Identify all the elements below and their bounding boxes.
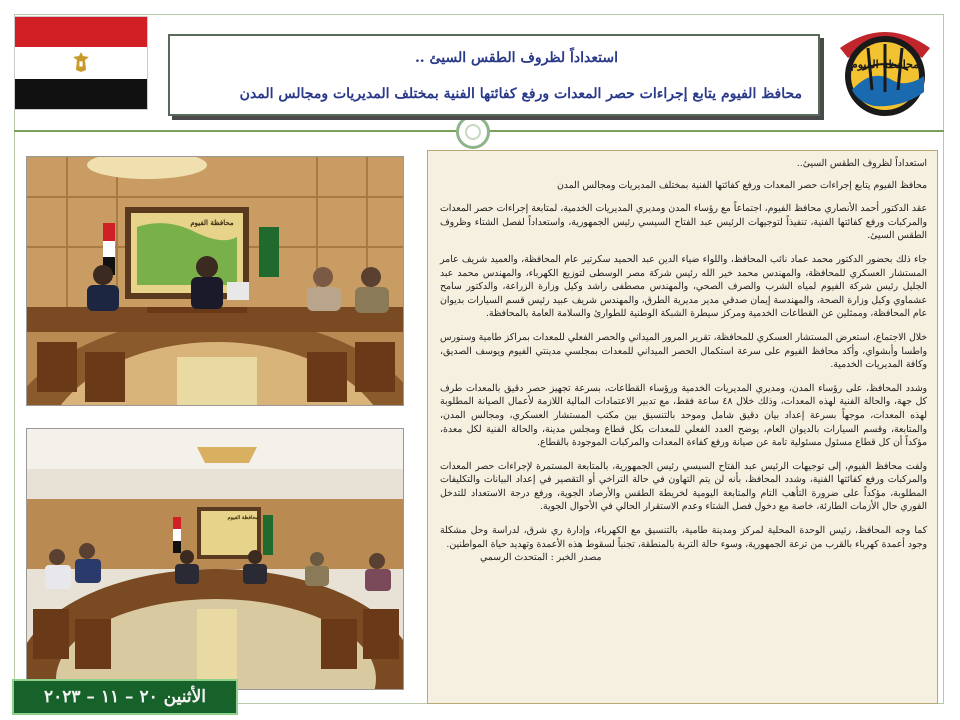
headline-secondary: محافظ الفيوم يتابع إجراءات حصر المعدات ورفع كفائتها الفنية بمختلف المديريات ومجالس المدن <box>239 86 802 102</box>
meeting-photo-1 <box>26 156 404 406</box>
source-line <box>440 551 927 565</box>
headline-primary: استعداداً لظروف الطقس السيئ .. <box>414 50 618 66</box>
article-paragraph: عقد الدكتور أحمد الأنصاري محافظ الفيوم، اجتماعاً مع رؤساء المدن ومديري المديريات الخدمية، لمتابعة إجراءات حصر المعدات والمركبات ورفع كفائتها الفنية، تنفيذاً لتوجيهات الرئيس عبد الفتاح السيسي رئيس الجمهورية، واستعداداً لفصل الشتاء وظروف الطقس السيئ. <box>440 203 927 242</box>
meeting-photo-2 <box>26 428 404 690</box>
headline-box <box>168 34 820 116</box>
wall-sign-2: محافظة الفيوم <box>227 515 259 521</box>
article-paragraph: ولفت محافظ الفيوم، إلى توجيهات الرئيس عبد الفتاح السيسي رئيس الجمهورية، بالمتابعة المستمرة لإجراءات حصر المعدات والمركبات ورفع كفائتها الفنية، وشدد المحافظ، بأنه لن يتم التهاون في حالة التراخي أو التقصير في إعداد البيانات والتكليفات المطلوبة، مؤكداً على ضرورة التأهب التام والمتابعة اليومية لخريطة الطقس والأرصاد الجوية، ورفع درجة الاستعداد للتدخل الفوري حال الأزمات الطارئة، خاصة مع دخول فصل الشتاء وعدم الاستقرار الحالي في الأحوال الجوية. <box>440 460 927 513</box>
article-paragraph: خلال الاجتماع، استعرض المستشار العسكري للمحافظة، تقرير المرور الميداني والحصر الفعلي للمعدات بمراكز طامية وسنورس واطسا وأبشواي، وأكد محافظ الفيوم على سرعة استكمال الحصر الميداني للمعدات بمجلسي مدينتي الفيوم ويوسف الصديق، وكافة المديريات الخدمية. <box>440 331 927 371</box>
article-paragraph: وشدد المحافظ، على رؤساء المدن، ومديري المديريات الخدمية ورؤساء القطاعات، بسرعة تجهيز حصر دقيق بالمعدات طرف كل جهة، والحالة الفنية لهذه المعدات، وذلك خلال ٤٨ ساعة فقط، مع تدبير الاعتمادات المالية اللازمة لأعمال الصيانة المطلوبة لهذه المعدات، موجهاً بسرعة إعداد بيان دقيق شامل وموحد بالتنسيق بين مكتب المستشار العسكري، ومجالس المدن، والمتابعة، وقسم السيارات بالديوان العام، يوضح العدد الفعلي للمعدات بكل قطاع ومجلس مدينة، والحالة الفنية لكل معدة، مؤكداً أن كل قطاع مسئول مسئولية تامة عن صيانة ورفع كفاءة المعدات والمركبات الموجودة بالقطاع. <box>440 382 927 449</box>
article-paragraph: محافظ الفيوم يتابع إجراءات حصر المعدات ورفع كفائتها الفنية بمختلف المديريات ومجالس المدن <box>556 179 927 191</box>
article-paragraph: جاء ذلك بحضور الدكتور محمد عماد نائب المحافظ، واللواء ضياء الدين عبد الحميد سكرتير عام المحافظة، والعميد شريف عامر المستشار العسكري للمحافظة، والمهندس محمد خير الله رئيس شركة مصر الوسطى لتوزيع الكهرباء، والمهندس محمد عبد الجليل رئيس شركة الفيوم لمياه الشرب والصرف الصحي، والمهندس مصطفى راشد وكيل وزارة الزراعة، والدكتور سامح عشماوي وكيل وزارة الصحة، والمهندسة إيمان صدقي مدير مديرية الطرق، والمهندس شريف عبيد رئيس قسم السيارات بديوان عام المحافظة، وممثلين عن القطاعات الخدمية ومركز سيطرة الشبكة الوطنية للطوارئ والسلامة العامة بالمحافظة. <box>440 253 927 320</box>
article-body <box>427 150 938 704</box>
divider-ornament-icon <box>456 115 490 149</box>
date-badge: الأثنين ٢٠ – ١١ – ٢٠٢٣ <box>12 679 238 715</box>
egypt-flag-icon <box>14 16 148 110</box>
eagle-emblem-icon <box>71 50 91 74</box>
fayoum-logo-icon <box>832 18 938 122</box>
logo-text: محافظة الفيوم <box>850 58 920 71</box>
article-paragraph: كما وجه المحافظ، رئيس الوحدة المحلية لمركز ومدينة طامية، بالتنسيق مع الكهرباء، وإدارة ري شرق، لدراسة وحل مشكلة وجود أعمدة كهرباء بالقرب من ترعة الجمهورية، وسوء حالة التربة بالمنطقة، تجنباً لسقوط هذه الأعمدة وتهديد حياة المواطنين. <box>440 525 927 550</box>
article-paragraph: استعداداً لظروف الطقس السيئ.. <box>796 158 927 169</box>
source-credit: مصدر الخبر : المتحدث الرسمي <box>480 552 602 564</box>
wall-sign-1: محافظة الفيوم <box>190 218 234 227</box>
